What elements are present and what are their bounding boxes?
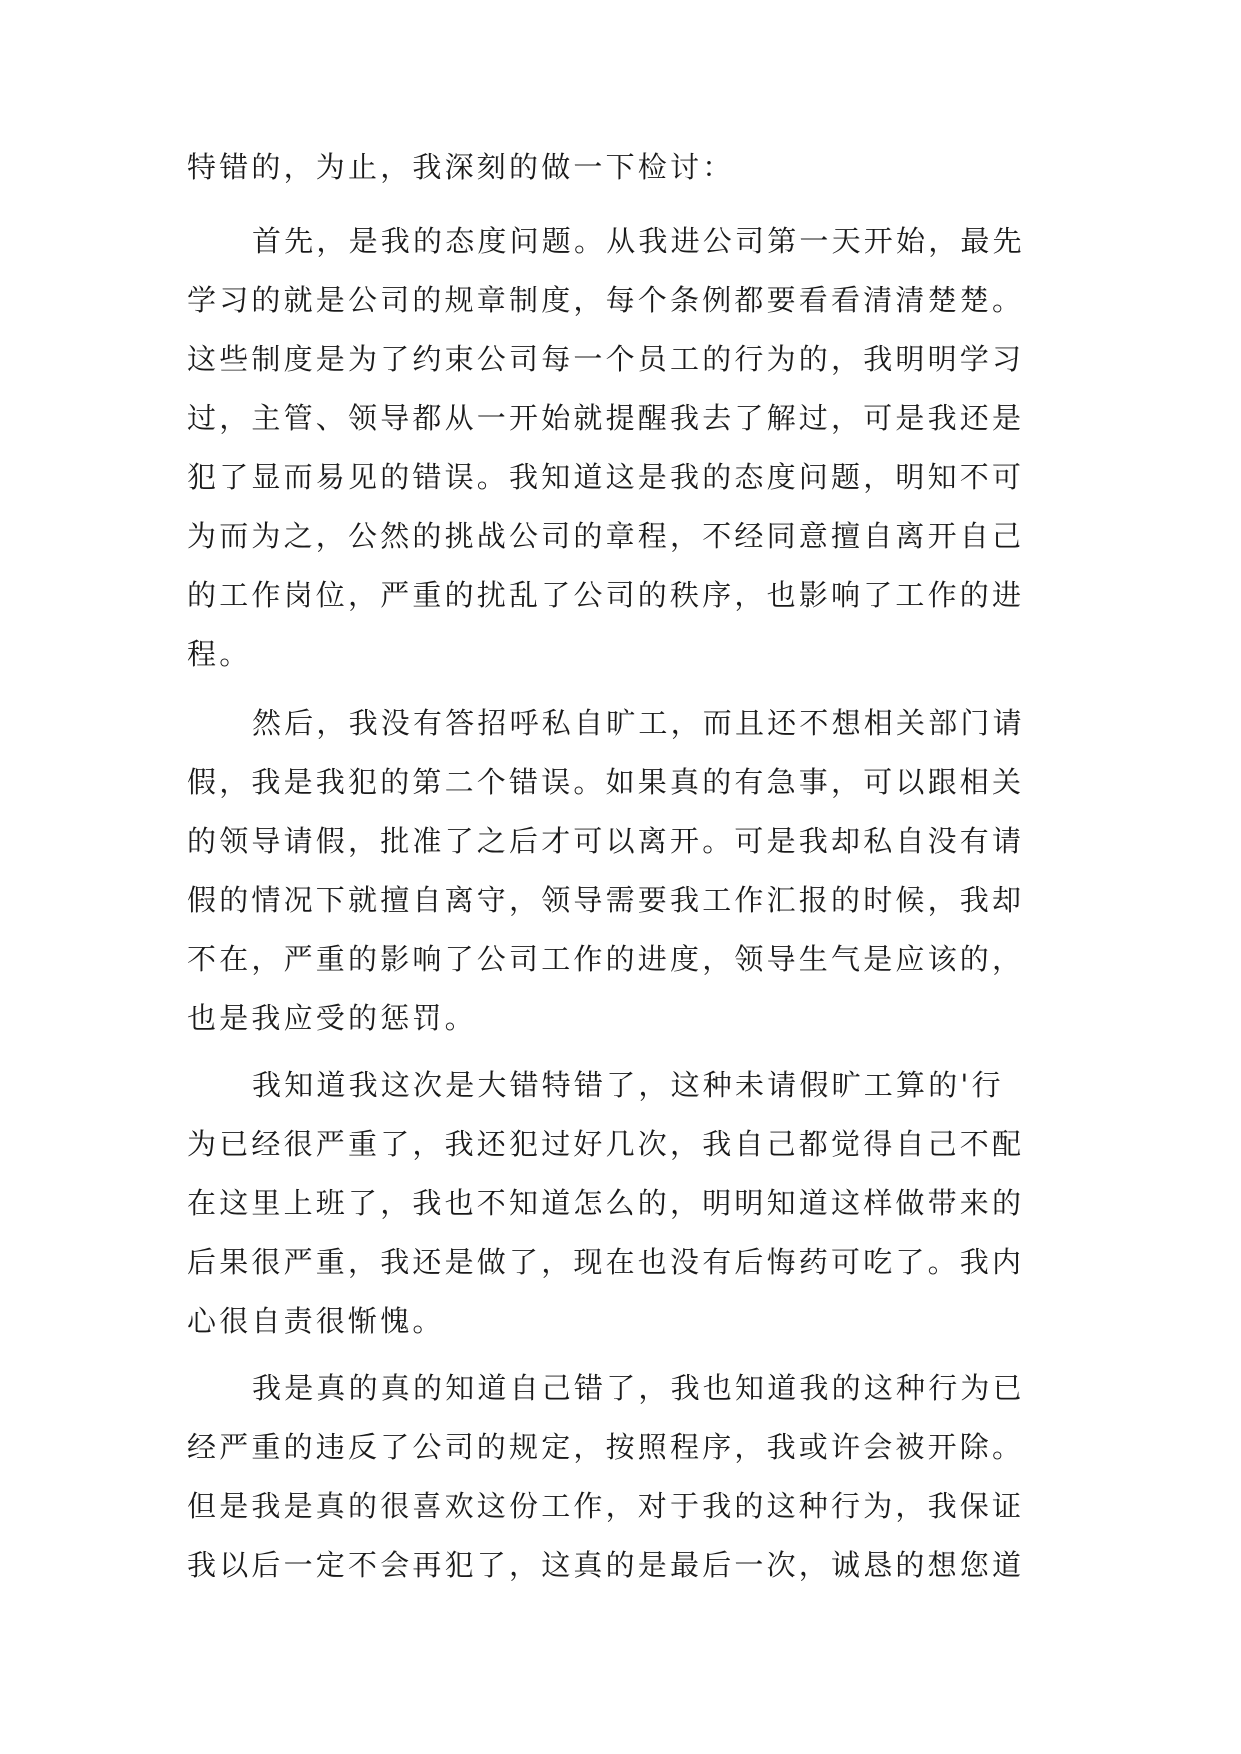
text-line: 假，我是我犯的第二个错误。如果真的有急事，可以跟相关: [187, 765, 1025, 799]
text-line: 特错的，为止，我深刻的做一下检讨：: [187, 150, 735, 184]
text-line: 但是我是真的很喜欢这份工作，对于我的这种行为，我保证: [187, 1489, 1025, 1523]
text-line: 犯了显而易见的错误。我知道这是我的态度问题，明知不可: [187, 460, 1025, 494]
text-line: 在这里上班了，我也不知道怎么的，明明知道这样做带来的: [187, 1186, 1025, 1220]
text-line: 我以后一定不会再犯了，这真的是最后一次，诚恳的想您道: [187, 1548, 1025, 1582]
paragraph-first-line: 我知道我这次是大错特错了，这种未请假旷工算的'行: [252, 1068, 1004, 1102]
paragraph-first-line: 首先，是我的态度问题。从我进公司第一天开始，最先: [252, 224, 1025, 258]
text-line: 经严重的违反了公司的规定，按照程序，我或许会被开除。: [187, 1430, 1025, 1464]
text-line: 为已经很严重了，我还犯过好几次，我自己都觉得自己不配: [187, 1127, 1025, 1161]
text-line: 后果很严重，我还是做了，现在也没有后悔药可吃了。我内: [187, 1245, 1025, 1279]
paragraph-first-line: 然后，我没有答招呼私自旷工，而且还不想相关部门请: [252, 706, 1025, 740]
text-line: 心很自责很惭愧。: [187, 1304, 445, 1338]
text-line: 为而为之，公然的挑战公司的章程，不经同意擅自离开自己: [187, 519, 1025, 553]
text-line: 不在，严重的影响了公司工作的进度，领导生气是应该的，: [187, 942, 1025, 976]
text-line: 假的情况下就擅自离守，领导需要我工作汇报的时候，我却: [187, 883, 1025, 917]
text-line: 也是我应受的惩罚。: [187, 1001, 477, 1035]
text-line: 学习的就是公司的规章制度，每个条例都要看看清清楚楚。: [187, 283, 1025, 317]
text-line: 的工作岗位，严重的扰乱了公司的秩序，也影响了工作的进: [187, 578, 1025, 612]
text-line: 程。: [187, 637, 252, 671]
text-line: 过，主管、领导都从一开始就提醒我去了解过，可是我还是: [187, 401, 1025, 435]
paragraph-first-line: 我是真的真的知道自己错了，我也知道我的这种行为已: [252, 1371, 1025, 1405]
text-line: 的领导请假，批准了之后才可以离开。可是我却私自没有请: [187, 824, 1025, 858]
text-line: 这些制度是为了约束公司每一个员工的行为的，我明明学习: [187, 342, 1025, 376]
